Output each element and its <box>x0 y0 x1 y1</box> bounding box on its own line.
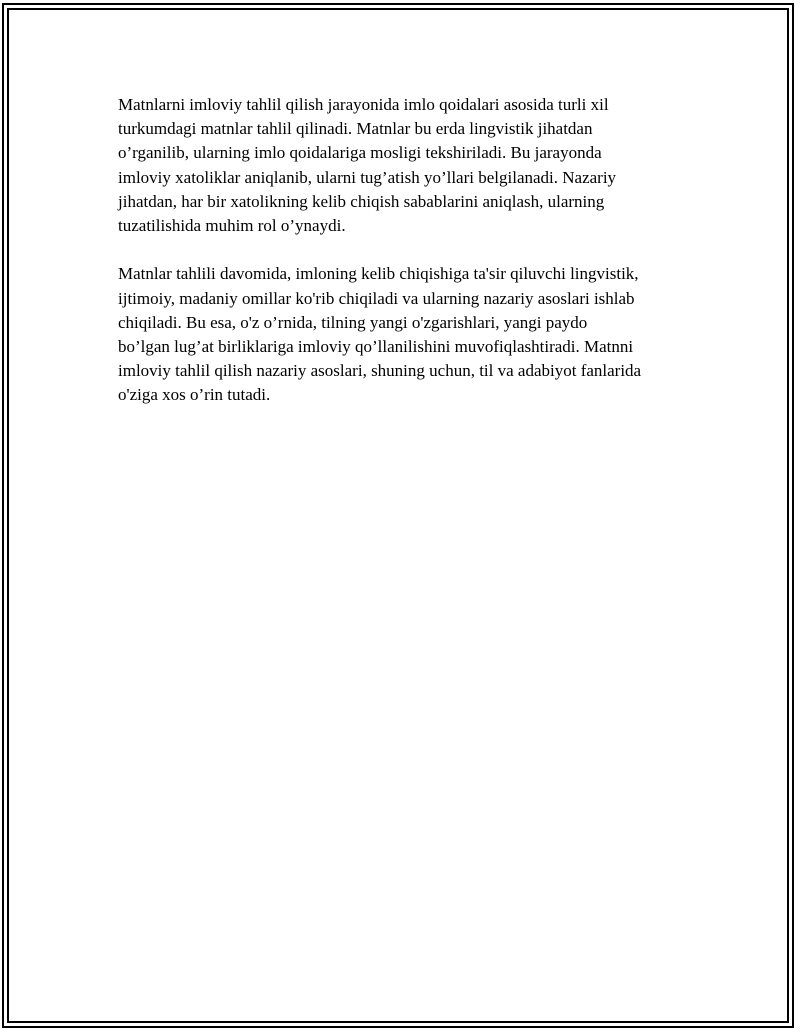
text-line: o’rganilib, ularning imlo qoidalariga mosligi tekshiriladi. Bu jarayonda <box>118 143 602 163</box>
text-line: Matnlarni imloviy tahlil qilish jarayonida imlo qoidalari asosida turli xil <box>118 95 609 114</box>
text-line: chiqiladi. Bu esa, o'z o’rnida, tilning yangi o'zgarishlari, yangi paydo <box>118 312 588 332</box>
paragraph-1 <box>118 93 698 238</box>
text-line: o'ziga xos o’rin tutadi. <box>118 385 271 405</box>
text-line: imloviy tahlil qilish nazariy asoslari, shuning uchun, til va adabiyot fanlarida <box>118 361 642 381</box>
text-line: jihatdan, har bir xatolikning kelib chiqish sabablarini aniqlash, ularning <box>118 191 605 211</box>
text-line: ijtimoiy, madaniy omillar ko'rib chiqiladi va ularning nazariy asoslari ishlab <box>118 288 635 308</box>
text-line: bo’lgan lug’at birliklariga imloviy qo’llanilishini muvofiqlashtiradi. Matnni <box>118 337 634 357</box>
text-line: turkumdagi matnlar tahlil qilinadi. Matnlar bu erda lingvistik jihatdan <box>118 119 593 139</box>
text-line: imloviy xatoliklar aniqlanib, ularni tug’atish yo’llari belgilanadi. Nazariy <box>118 167 617 187</box>
paragraph-2 <box>118 262 698 407</box>
text-line: tuzatilishida muhim rol o’ynaydi. <box>118 216 346 236</box>
document-body <box>118 93 698 432</box>
text-line: Matnlar tahlili davomida, imloning kelib chiqishiga ta'sir qiluvchi lingvistik, <box>118 264 639 284</box>
